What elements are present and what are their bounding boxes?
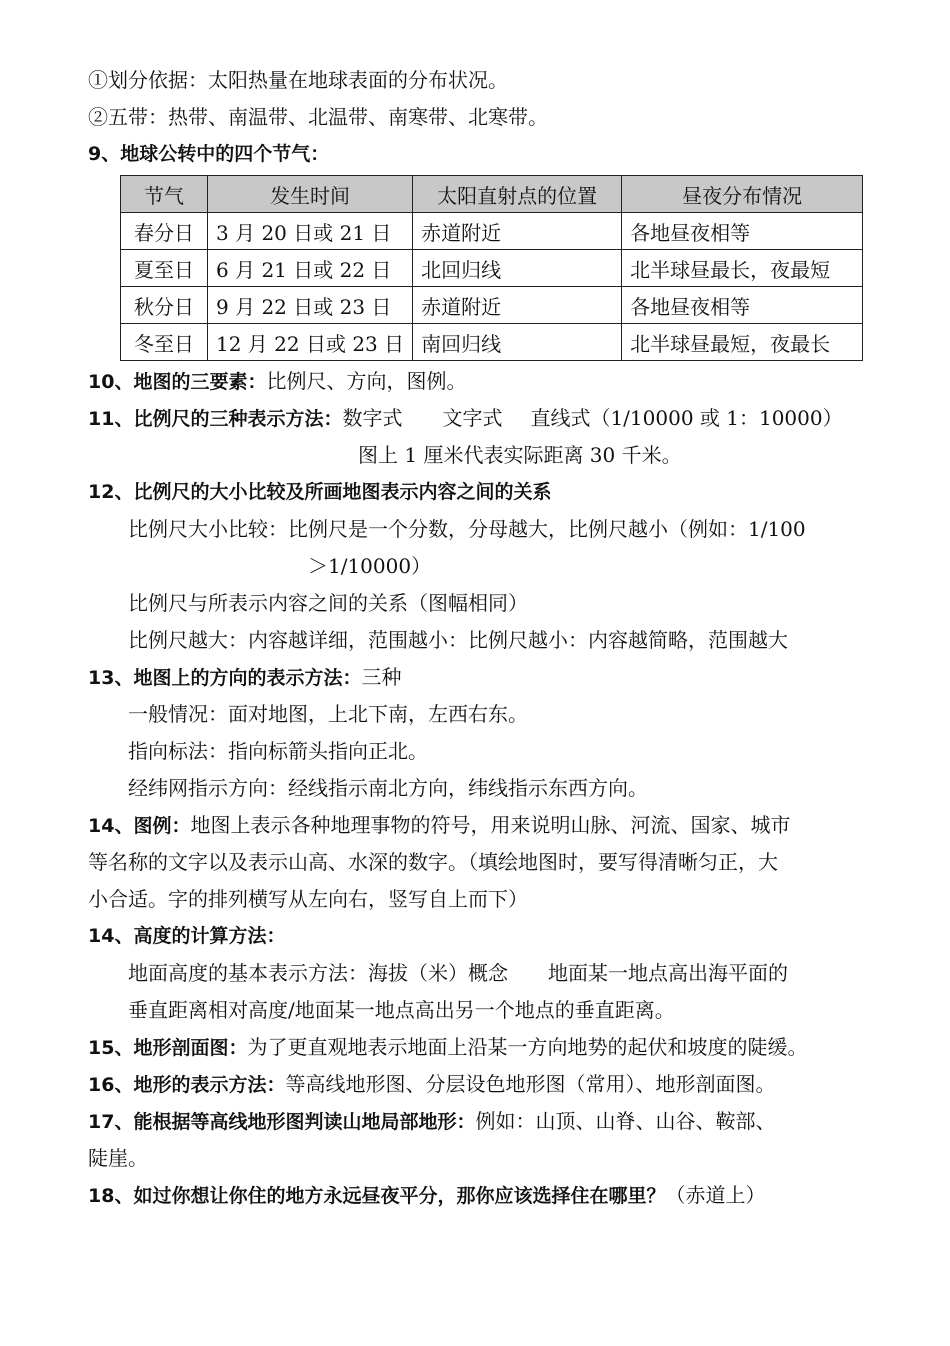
- table-cell: 赤道附近: [413, 287, 622, 324]
- height-text-1b: 地面某一地点高出海平面的: [548, 961, 788, 985]
- table-cell: 12 月 22 日或 23 日: [208, 324, 413, 361]
- table-cell: 夏至日: [121, 250, 208, 287]
- table-cell: 南回归线: [413, 324, 622, 361]
- height-line-1: [88, 955, 868, 992]
- scale-compare-line: 比例尺大小比较：比例尺是一个分数，分母越大，比例尺越小（例如：1/100: [128, 517, 806, 541]
- section-18-heading: 18、如过你想让你住的地方永远昼夜平分，那你应该选择住在哪里？: [88, 1185, 666, 1207]
- direction-arrow: 指向标法：指向标箭头指向正北。: [128, 739, 428, 763]
- table-cell: 各地昼夜相等: [622, 213, 863, 250]
- scale-example: 图上 1 厘米代表实际距离 30 千米。: [358, 443, 682, 467]
- section-9-heading: 9、地球公转中的四个节气：: [88, 143, 330, 165]
- header-time: 发生时间: [208, 176, 413, 213]
- section-13-heading: 13、地图上的方向的表示方法：: [88, 667, 362, 689]
- zone-basis-line: ①划分依据：太阳热量在地球表面的分布状况。: [88, 68, 508, 92]
- table-cell: 6 月 21 日或 22 日: [208, 250, 413, 287]
- section-15-text: 为了更直观地表示地面上沿某一方向地势的起伏和坡度的陡缓。: [247, 1035, 808, 1059]
- section-18: [88, 1177, 868, 1214]
- table-row: [121, 213, 863, 250]
- section-11-heading: 11、比例尺的三种表示方法：: [88, 408, 343, 430]
- header-sun-position: 太阳直射点的位置: [413, 176, 622, 213]
- document-page: [88, 62, 868, 1214]
- scale-compare-cont: ＞1/10000）: [308, 554, 432, 578]
- section-10-heading: 10、地图的三要素：: [88, 371, 267, 393]
- solar-terms-table: [120, 175, 863, 361]
- section-16-heading: 16、地形的表示方法：: [88, 1074, 286, 1096]
- section-13: [88, 659, 868, 696]
- table-cell: 秋分日: [121, 287, 208, 324]
- legend-text-3: 小合适。字的排列横写从左向右，竖写自上而下）: [88, 887, 528, 911]
- five-zones-line: ②五带：热带、南温带、北温带、南寒带、北寒带。: [88, 105, 548, 129]
- section-15: [88, 1029, 868, 1066]
- section-17-heading: 17、能根据等高线地形图判读山地局部地形：: [88, 1111, 476, 1133]
- section-16-text: 等高线地形图、分层设色地形图（常用）、地形剖面图。: [285, 1072, 776, 1096]
- table-row: [121, 287, 863, 324]
- section-17-text: 例如：山顶、山脊、山谷、鞍部、: [475, 1109, 776, 1133]
- section-18-text: （赤道上）: [665, 1183, 766, 1207]
- table-row: [121, 324, 863, 361]
- legend-text-1: 地图上表示各种地理事物的符号，用来说明山脉、河流、国家、城市: [190, 813, 791, 837]
- height-line-2: 垂直距离相对高度/地面某一地点高出另一个地点的垂直距离。: [128, 998, 675, 1022]
- height-text-1a: 地面高度的基本表示方法：海拔（米）概念: [128, 961, 508, 985]
- scale-content-detail: 比例尺越大：内容越详细，范围越小：比例尺越小：内容越简略，范围越大: [128, 628, 788, 652]
- table-header-row: [121, 176, 863, 213]
- section-17: [88, 1103, 868, 1140]
- table-cell: 北半球昼最长，夜最短: [622, 250, 863, 287]
- header-term: 节气: [121, 176, 208, 213]
- section-13-text: 三种: [361, 665, 402, 689]
- section-10-text: 比例尺、方向，图例。: [266, 369, 467, 393]
- section-14-legend-heading: 14、图例：: [88, 815, 191, 837]
- section-17-cont: 陡崖。: [88, 1146, 148, 1170]
- scale-content-relation: 比例尺与所表示内容之间的关系（图幅相同）: [128, 591, 528, 615]
- table-cell: 9 月 22 日或 23 日: [208, 287, 413, 324]
- section-15-heading: 15、地形剖面图：: [88, 1037, 248, 1059]
- direction-general: 一般情况：面对地图，上北下南，左西右东。: [128, 702, 528, 726]
- section-14-legend: [88, 807, 868, 844]
- table-cell: 春分日: [121, 213, 208, 250]
- table-row: [121, 250, 863, 287]
- table-cell: 冬至日: [121, 324, 208, 361]
- legend-text-2: 等名称的文字以及表示山高、水深的数字。（填绘地图时，要写得清晰匀正，大: [88, 850, 778, 874]
- table-cell: 北回归线: [413, 250, 622, 287]
- header-day-night: 昼夜分布情况: [622, 176, 863, 213]
- scale-numeric: 数字式: [342, 406, 403, 430]
- section-14-height-heading: 14、高度的计算方法：: [88, 925, 286, 947]
- section-16: [88, 1066, 868, 1103]
- table-cell: 赤道附近: [413, 213, 622, 250]
- table-cell: 3 月 20 日或 21 日: [208, 213, 413, 250]
- table-cell: 各地昼夜相等: [622, 287, 863, 324]
- direction-grid: 经纬网指示方向：经线指示南北方向，纬线指示东西方向。: [128, 776, 648, 800]
- section-11: [88, 400, 868, 437]
- scale-text: 文字式: [442, 406, 503, 430]
- section-12-heading: 12、比例尺的大小比较及所画地图表示内容之间的关系: [88, 481, 552, 503]
- table-cell: 北半球昼最短，夜最长: [622, 324, 863, 361]
- section-10: [88, 363, 868, 400]
- scale-linear: 直线式（1/10000 或 1：10000）: [530, 406, 843, 430]
